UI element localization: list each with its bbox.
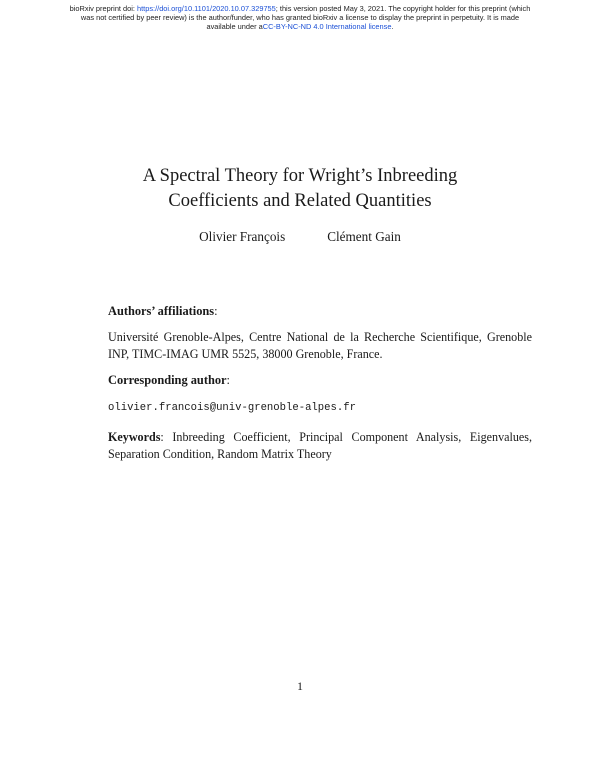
corresponding-email[interactable]: olivier.francois@univ-grenoble-alpes.fr: [108, 402, 356, 414]
author-name: Clément Gain: [327, 229, 401, 244]
doi-link[interactable]: https://doi.org/10.1101/2020.10.07.329755: [137, 4, 276, 13]
keywords-text: : Inbreeding Coefficient, Principal Component Analysis, Eigenvalues, Separation Condition, Random Matrix Theory: [108, 430, 532, 461]
preprint-notice-line-1: bioRxiv preprint doi: https://doi.org/10.1101/2020.10.07.329755; this version posted May 3, 2021. The copyright holder for this preprint (which: [69, 4, 531, 13]
author-list: [60, 229, 540, 245]
preprint-notice-line-2: was not certified by peer review) is the author/funder, who has granted bioRxiv a license to display the preprint in perpetuity. It is made: [80, 13, 520, 22]
page-number: 1: [297, 679, 303, 693]
author-name: Olivier François: [199, 229, 286, 244]
license-link[interactable]: CC-BY-NC-ND 4.0 International license: [262, 22, 392, 31]
paper-title-line-1: A Spectral Theory for Wright’s Inbreeding: [142, 166, 458, 186]
paper-title: [60, 164, 540, 214]
keywords-paragraph: [108, 429, 532, 463]
preprint-notice-line-3: available under aCC-BY-NC-ND 4.0 International license.: [206, 22, 394, 31]
keywords-heading: Keywords: [108, 430, 161, 444]
corresponding-author-heading: Corresponding author:: [108, 373, 230, 387]
affiliations-text: Université Grenoble-Alpes, Centre National de la Recherche Scientifique, Grenoble INP, TIMC-IMAG UMR 5525, 38000 Grenoble, France.: [108, 330, 532, 361]
affiliations-heading: Authors’ affiliations:: [108, 304, 218, 318]
paper-title-line-2: Coefficients and Related Quantities: [168, 191, 432, 211]
preprint-notice: [40, 4, 560, 31]
